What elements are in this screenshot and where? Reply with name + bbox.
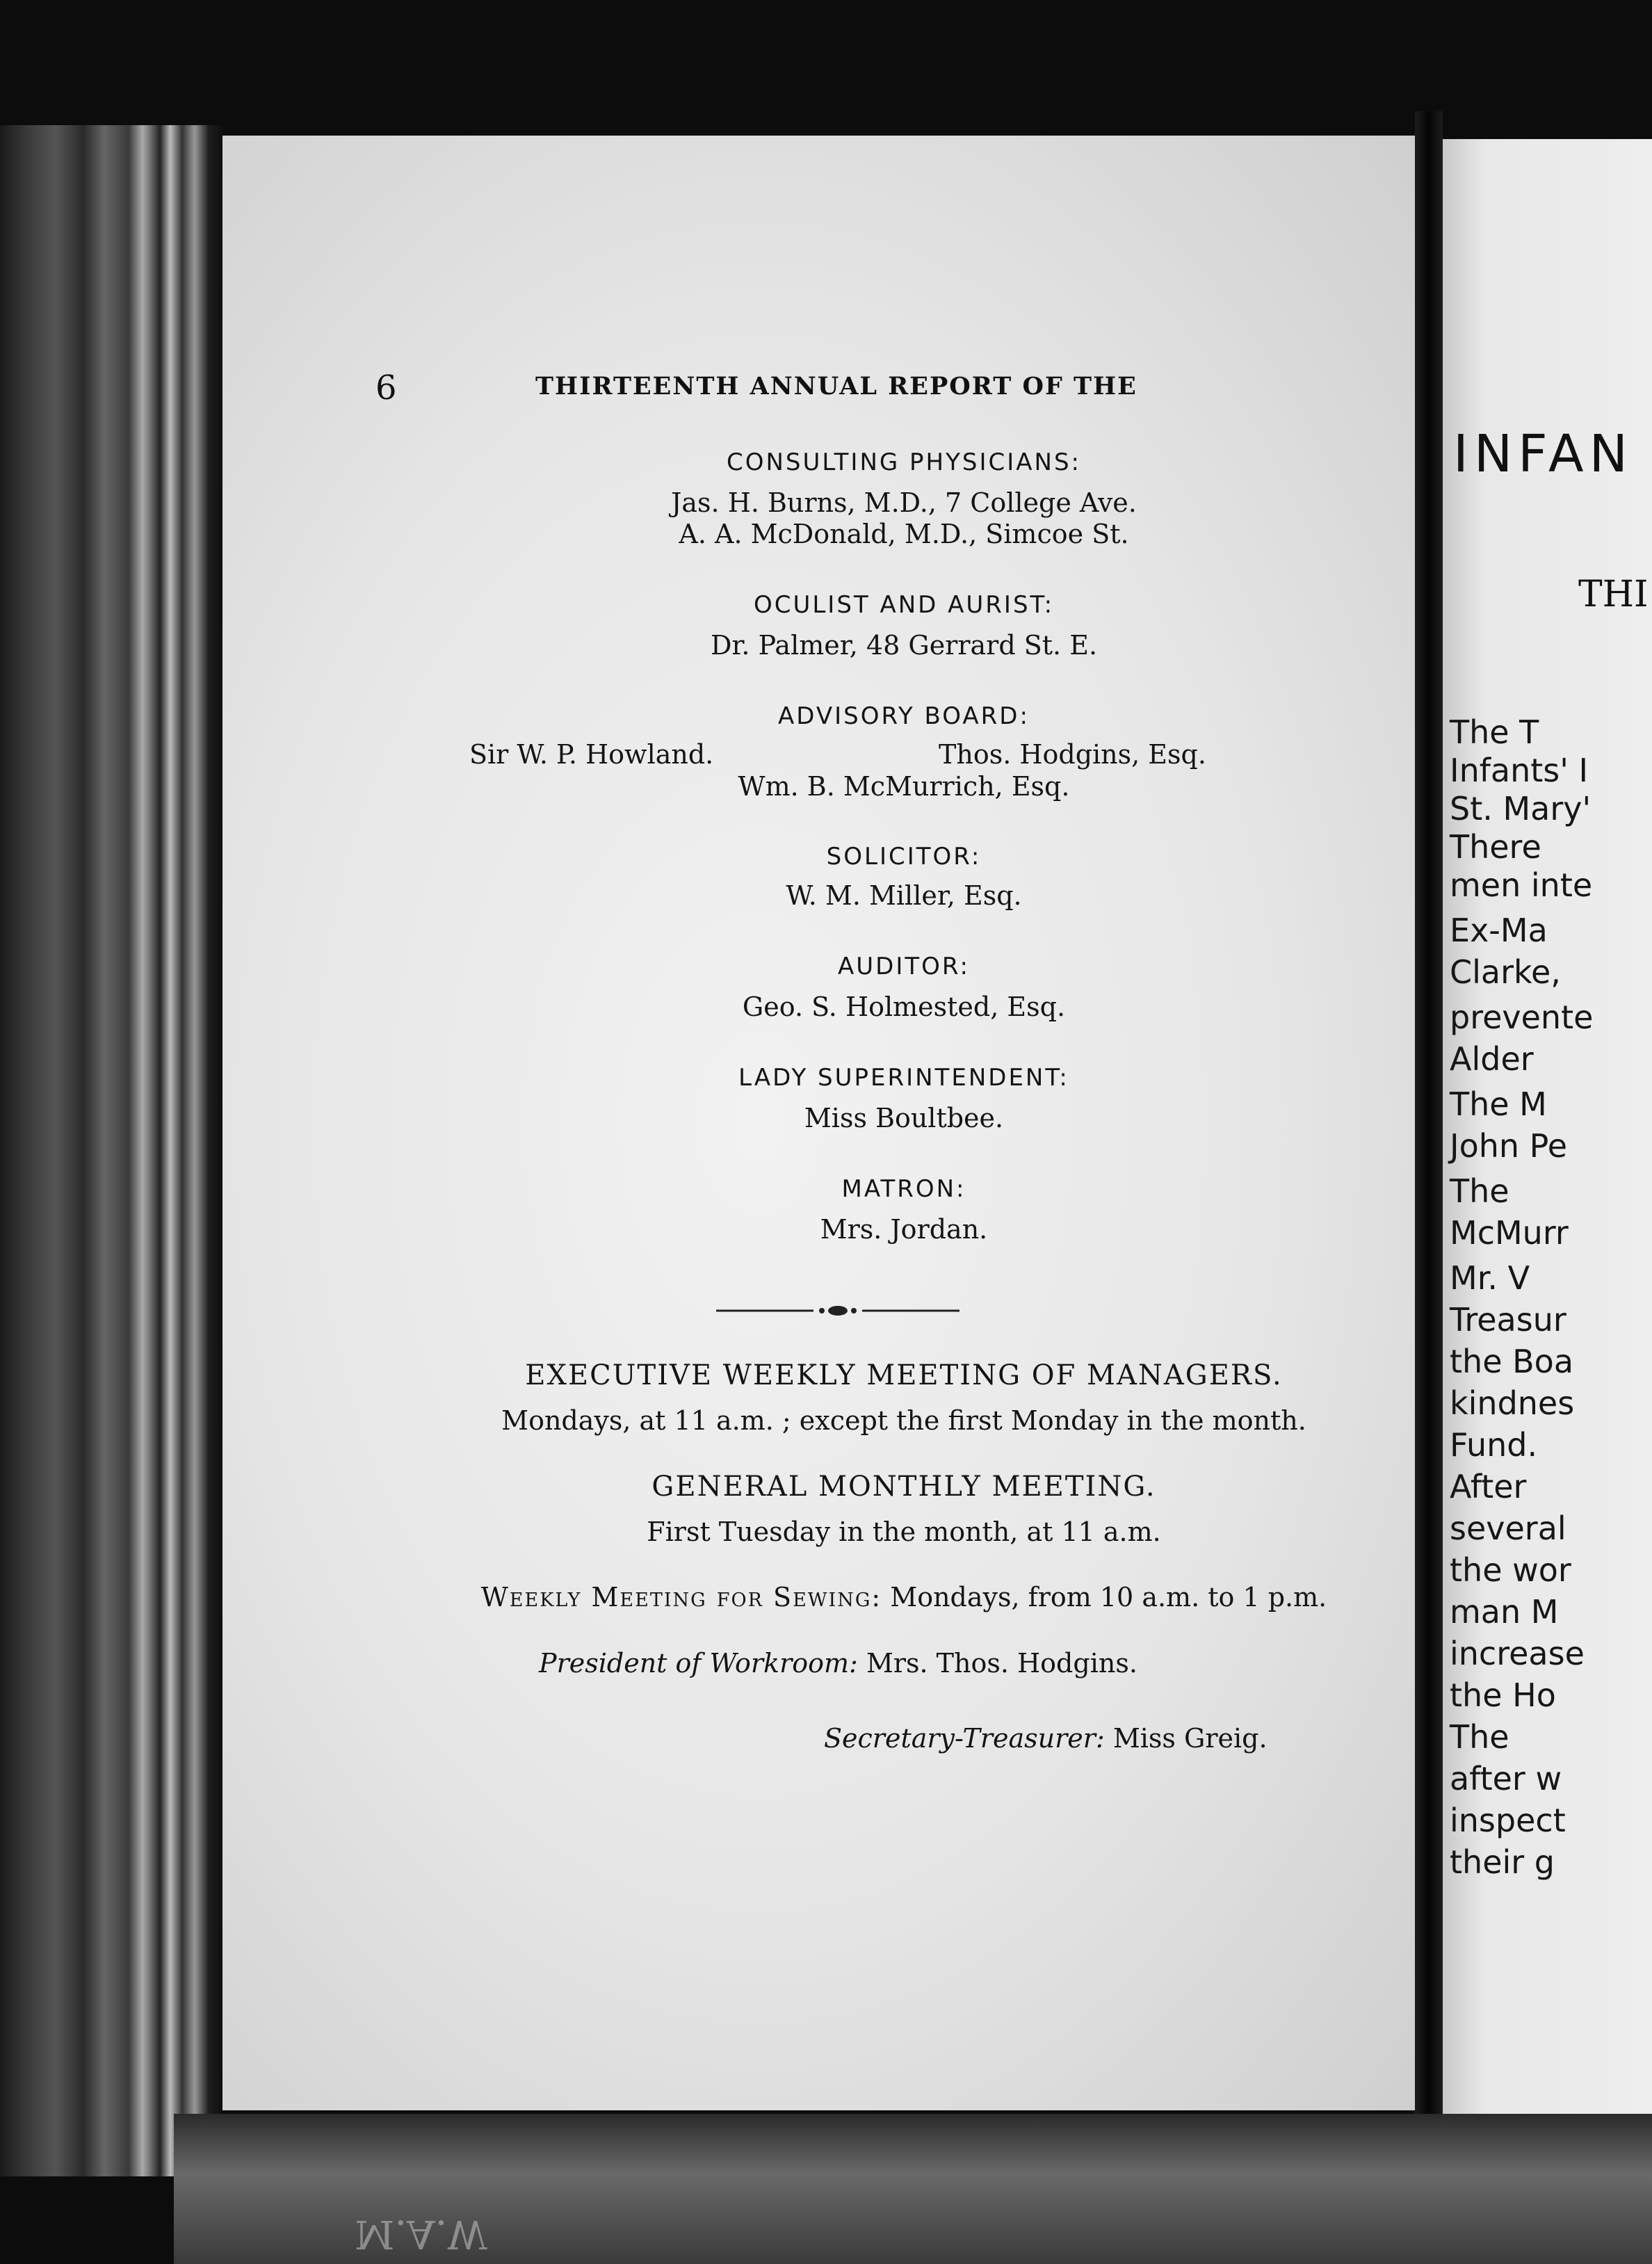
- workroom-name: Mrs. Thos. Hodgins.: [866, 1648, 1137, 1679]
- right-line: John Pe: [1450, 1127, 1568, 1165]
- sewing-time: Mondays, from 10 a.m. to 1 p.m.: [890, 1582, 1327, 1612]
- superintendent-heading: LADY SUPERINTENDENT:: [738, 1064, 1069, 1092]
- page-number: 6: [375, 369, 397, 407]
- right-line: The T: [1450, 713, 1539, 751]
- right-line: Infants' I: [1450, 752, 1589, 789]
- right-line: their g: [1450, 1843, 1555, 1881]
- right-line: Ex-Ma: [1450, 912, 1548, 949]
- secretary-line: [824, 1723, 1268, 1754]
- physicians-heading: CONSULTING PHYSICIANS:: [727, 448, 1081, 476]
- advisory-member-center: Wm. B. McMurrich, Esq.: [738, 771, 1070, 802]
- physician-2: A. A. McDonald, M.D., Simcoe St.: [679, 519, 1129, 549]
- sewing-label: Weekly Meeting for Sewing:: [480, 1582, 882, 1612]
- right-line: The: [1450, 1718, 1509, 1756]
- sewing-meeting: [389, 1582, 1418, 1612]
- ornament-divider: [716, 1300, 959, 1321]
- right-line: Alder: [1450, 1040, 1534, 1078]
- right-line: inspect: [1450, 1802, 1566, 1839]
- right-line: Fund.: [1450, 1426, 1538, 1464]
- right-line: Treasur: [1450, 1301, 1566, 1339]
- solicitor-heading: SOLICITOR:: [826, 843, 982, 871]
- right-line: the Boa: [1450, 1343, 1574, 1380]
- right-line: prevente: [1450, 998, 1594, 1036]
- right-line: man M: [1450, 1593, 1559, 1631]
- right-line: after w: [1450, 1760, 1562, 1797]
- executive-meeting-time: Mondays, at 11 a.m. ; except the first Monday in the month.: [501, 1405, 1306, 1436]
- general-meeting-time: First Tuesday in the month, at 11 a.m.: [647, 1517, 1161, 1547]
- right-line: The M: [1450, 1085, 1547, 1123]
- right-line: Clarke,: [1450, 953, 1561, 991]
- superintendent-name: Miss Boultbee.: [804, 1103, 1004, 1133]
- secretary-label: Secretary-Treasurer:: [824, 1723, 1105, 1754]
- book-page-edges: [0, 125, 222, 2176]
- executive-meeting-title: EXECUTIVE WEEKLY MEETING OF MANAGERS.: [525, 1359, 1283, 1391]
- advisory-heading: ADVISORY BOARD:: [778, 702, 1030, 730]
- general-meeting-title: GENERAL MONTHLY MEETING.: [651, 1471, 1156, 1503]
- right-line: increase: [1450, 1635, 1585, 1672]
- book-gutter: [1415, 111, 1443, 2197]
- oculist-name: Dr. Palmer, 48 Gerrard St. E.: [710, 630, 1098, 661]
- right-line: After: [1450, 1468, 1527, 1505]
- workroom-label: President of Workroom:: [539, 1648, 858, 1679]
- advisory-member-right: Thos. Hodgins, Esq.: [939, 739, 1206, 770]
- physician-1: Jas. H. Burns, M.D., 7 College Ave.: [671, 487, 1137, 518]
- matron-name: Mrs. Jordan.: [820, 1214, 988, 1245]
- right-page-subtitle: THI: [1578, 574, 1649, 615]
- right-line: kindnes: [1450, 1384, 1575, 1422]
- right-line: several: [1450, 1510, 1566, 1547]
- auditor-heading: AUDITOR:: [838, 953, 970, 980]
- solicitor-name: W. M. Miller, Esq.: [786, 880, 1022, 911]
- right-line: the wor: [1450, 1551, 1571, 1589]
- right-page-title: INFAN: [1453, 424, 1633, 484]
- right-line: the Ho: [1450, 1676, 1556, 1714]
- right-line: McMurr: [1450, 1214, 1569, 1252]
- right-line: Mr. V: [1450, 1259, 1530, 1297]
- matron-heading: MATRON:: [841, 1175, 966, 1203]
- secretary-name: Miss Greig.: [1112, 1723, 1268, 1754]
- right-line: St. Mary': [1450, 790, 1592, 827]
- oculist-heading: OCULIST AND AURIST:: [753, 591, 1055, 619]
- workroom-line: [539, 1648, 1137, 1679]
- right-line: There: [1450, 828, 1541, 866]
- advisory-member-left: Sir W. P. Howland.: [469, 739, 714, 770]
- page-header: THIRTEENTH ANNUAL REPORT OF THE: [535, 372, 1137, 401]
- right-line: The: [1450, 1172, 1509, 1210]
- auditor-name: Geo. S. Holmested, Esq.: [742, 992, 1066, 1022]
- bottom-strip-text: M.A.W: [355, 2211, 487, 2256]
- right-line: men inte: [1450, 866, 1593, 904]
